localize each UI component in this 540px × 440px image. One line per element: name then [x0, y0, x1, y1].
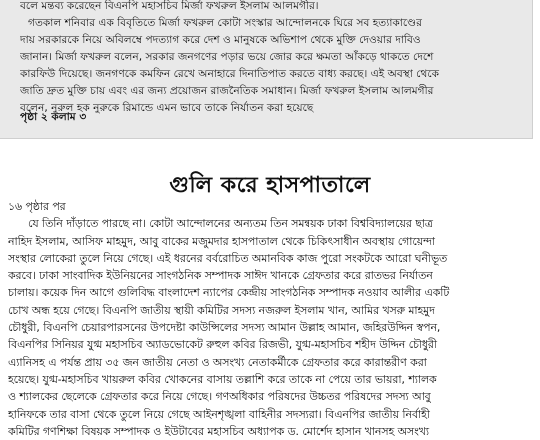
headline: গুলি করে হাসপাতালে — [169, 173, 371, 198]
text-line: নাহিদ ইসলাম, আসিফ মাহমুদ, আবু বাকের মজুমদার হাসপাতাল থেকে চিকিৎসাধীন অবস্থায় গোয়েন্দা — [8, 234, 435, 248]
text-line: হানিফকে তার বাসা থেকে তুলে নিয়ে গেছে আইনশৃঙ্খলা বাহিনীর সদস্যরা। বিএনপির জাতীয় নির্বাহী — [8, 407, 430, 421]
text-line: জাতি দ্রুত মুক্তি চায় এবং এর জন্য প্রয়োজন রাজনৈতিক সমাধান। মির্জা ফখরুল ইসলাম আলমগীর — [20, 85, 434, 97]
text-line: কারফিউ দিয়েছে। জনগণকে কমফিন রেখে অনাহারে দিনাতিপাত করতে বাধ্য করছে। এই অবস্থা থেকে — [20, 68, 440, 80]
text-line: এ্যানিসহ এ পর্যন্ত প্রায় ৩৫ জন জাতীয় নেতা ও অসংখ্য নেতাকর্মীকে গ্রেফতার করে কারান্তরীণ করা — [8, 355, 427, 369]
text-line: বিএনপির সিনিয়র যুগ্ম মহাসচিব অ্যাডভোকেট রুহুল কবির রিজভী, যুগ্ম-মহাসচিব শহীদ উদ্দিন চৌধুরী — [8, 338, 437, 352]
text-line: করবে। ঢাকা সাংবাদিক ইউনিয়নের সাংগঠনিক সম্পাদক সাঈদ খানকে গ্রেফতার করে রাতভর নির্যাতন — [8, 269, 433, 283]
text-line: দায় সরকারকে নিয়ে অবিলম্বে পদত্যাগ করে দেশ ও মানুষকে অভিশাপ থেকে মুক্তি দেওয়ার দাবিও — [20, 34, 421, 46]
text-line: বলে মন্তব্য করেছেন বিএনপি মহাসচিব মির্জা ফখরুল ইসলাম আলমগীর। — [20, 0, 319, 12]
text-line: বলেন, নুরুল হক নুরুকে রিমান্ডে এমন ভাবে তাকে নির্যাতন করা হয়েছে — [20, 102, 314, 114]
continued-from-label: ১৬ পৃষ্ঠার পর — [8, 200, 66, 213]
text-line: যে তিনি দাঁড়াতে পারছে না। কোটা আন্দোলনের অন্যতম তিন সমন্বয়ক ঢাকা বিশ্ববিদ্যালয়ের ছাত্র — [28, 217, 433, 231]
text-line: জানান। মির্জা ফখরুল বলেন, সরকার জনগণের পড়ার ভয়ে জোর করে ক্ষমতা আঁকড়ে থাকতে দেশে — [20, 51, 434, 63]
text-line: গতকাল শনিবার এক বিবৃতিতে মির্জা ফখরুল কোটা সংস্কার আন্দোলনকে ঘিরে সব হত্যাকাণ্ডের — [28, 17, 422, 29]
text-line: চৌধুরী, বিএনপি চেয়ারপারসনের উপদেষ্টা কাউন্সিলের সদস্য আমান উল্লাহ আমান, জহিরউদ্দিন স্বপন, — [8, 321, 441, 335]
text-line: চালায়। কয়েক দিন আগে গুলিবিদ্ধ বাংলাদেশ ন্যাপের কেন্দ্রীয় সাংগঠনিক সম্পাদক নওয়াব আলীর একটি — [8, 286, 450, 300]
text-line: চোখ অন্ধ হয়ে গেছে। বিএনপি জাতীয় স্থায়ী কমিটির সদস্য নজরুল ইসলাম খান, আমির খসরু মাহমুদ — [8, 303, 435, 317]
previous-article-box — [0, 0, 533, 139]
text-line: কমিটির গণশিক্ষা বিষয়ক সম্পাদক ও ইউটাবের মহাসচিব অধ্যাপক ড. মোর্শেদ হাসান খানসহ অসংখ্য — [8, 424, 429, 438]
text-line: সংস্থার লোকেরা তুলে নিয়ে গেছে। এই ধরনের বর্বরোচিত অমানবিক কাজ পুরো সংকটকে আরো ঘনীভূত — [8, 251, 448, 265]
article-body — [8, 198, 536, 440]
text-line: হয়েছে। যুগ্ম-মহাসচিব খায়রুল কবির খোকনের বাসায় তল্লাশি করে তাকে না পেয়ে তার ভায়রা, শ্যালক — [8, 372, 437, 386]
page-reference: পৃষ্ঠা ২ কলাম ৩ — [20, 111, 87, 123]
text-line: ও শ্যালকের ছেলেকে গ্রেফতার করে নিয়ে গেছে। গণঅধিকার পরিষদের উচ্চতর পরিষদের সদস্য আবু — [8, 390, 431, 404]
